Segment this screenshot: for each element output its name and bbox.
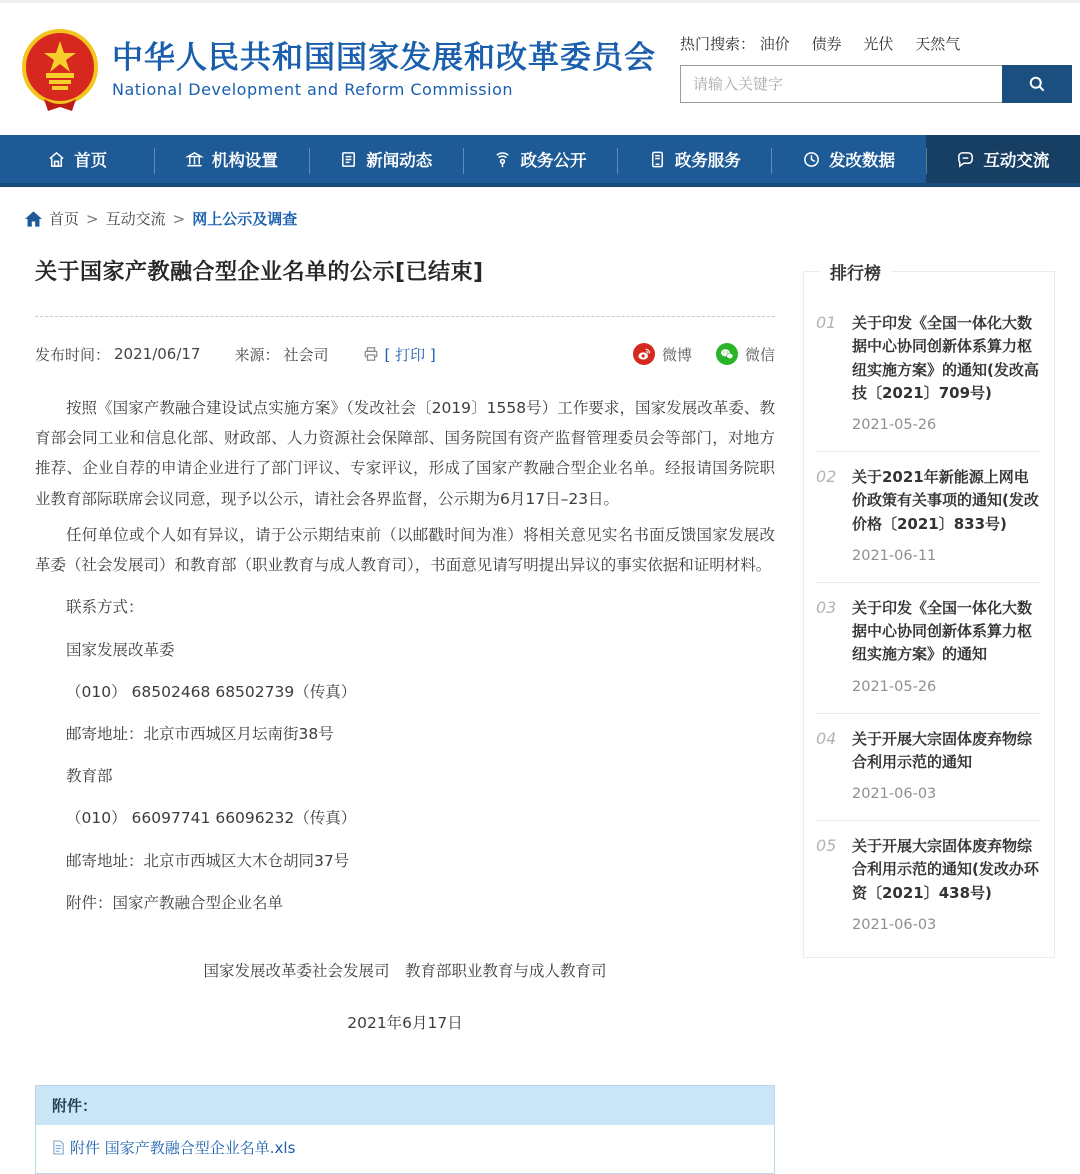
search-box (680, 65, 1072, 103)
document-icon (648, 150, 667, 169)
article-meta (35, 343, 775, 365)
paragraph: 任何单位或个人如有异议，请于公示期结束前（以邮戳时间为准）将相关意见实名书面反馈国家发展改革委（社会发展司）和教育部（职业教育与成人教育司），书面意见请写明提出异议的事实依据和证明材料。 (35, 525, 775, 575)
chat-icon (956, 150, 975, 169)
hot-search-bar (680, 33, 1072, 54)
hot-search-term-oil[interactable]: 油价 (759, 35, 790, 53)
source-value: 社会司 (283, 345, 329, 364)
attachment-file-name: 附件 国家产教融合型企业名单.xls (70, 1138, 296, 1157)
nav-item-label: 机构设置 (211, 151, 278, 170)
share-wechat-button[interactable] (716, 343, 775, 365)
attachment-header: 附件： (36, 1086, 774, 1125)
nav-item-label: 互动交流 (983, 151, 1050, 170)
signature: 国家发展改革委社会发展司 教育部职业教育与成人教育司 (203, 962, 607, 981)
signature-date: 2021年6月17日 (347, 1014, 463, 1033)
rank-number: 02 (816, 467, 837, 486)
printer-icon (363, 346, 379, 362)
search-area (680, 33, 1072, 103)
article-body (35, 393, 775, 1039)
list-item (816, 298, 1040, 451)
ranking-date: 2021-06-03 (852, 786, 937, 802)
ranking-link[interactable]: 关于开展大宗固体废弃物综合利用示范的通知 (852, 729, 1033, 771)
page-title: 关于国家产教融合型企业名单的公示[已结束] (35, 260, 484, 285)
nav-item-institution[interactable] (154, 135, 308, 183)
nav-item-disclosure[interactable] (463, 135, 617, 183)
site-header (0, 3, 1080, 135)
content-wrap (0, 243, 1080, 1174)
rank-number: 05 (816, 836, 837, 855)
nav-item-label: 政务服务 (674, 151, 741, 170)
dashed-divider (35, 316, 775, 317)
ranking-link[interactable]: 关于印发《全国一体化大数据中心协同创新体系算力枢纽实施方案》的通知 (852, 598, 1033, 664)
nav-item-label: 发改数据 (829, 151, 896, 170)
share-group (619, 343, 775, 365)
rank-number: 04 (816, 728, 837, 748)
paragraph: 按照《国家产教融合建设试点实施方案》（发改社会〔2019〕1558号）工作要求，国家发展改革委、教育部会同工业和信息化部、财政部、人力资源社会保障部、国务院国有资产监督管理委员会等部门，对地方推荐、企业自荐的申请企业进行了部门评议、专家评议，形成了国家产教融合型企业名单。经报请国务院职业教育部际联席会议同意，现予以公示，请社会各界监督，公示期为6月17日–23日。 (35, 399, 775, 508)
hot-search-term-bonds[interactable]: 债券 (811, 35, 842, 53)
contact-line: （010） 68502468 68502739（传真） (66, 682, 357, 701)
breadcrumb-separator: > (172, 209, 186, 228)
ranking-title: 排行榜 (820, 259, 891, 284)
print-label: [ 打印 ] (384, 345, 436, 364)
site-title-en: National Development and Reform Commission (112, 79, 513, 99)
contact-line: 联系方式： (66, 598, 144, 617)
attachment-box (35, 1085, 775, 1174)
contact-line: 附件：国家产教融合型企业名单 (66, 893, 284, 912)
home-icon (47, 150, 66, 169)
national-emblem-logo (22, 29, 98, 113)
breadcrumb (0, 187, 1080, 243)
contact-line: 教育部 (66, 767, 113, 786)
institution-icon (185, 150, 204, 169)
broadcast-icon (493, 150, 512, 169)
print-button[interactable] (363, 344, 436, 365)
nav-item-news[interactable] (309, 135, 463, 183)
contact-line: （010） 66097741 66096232（传真） (66, 809, 357, 828)
contact-line: 国家发展改革委 (66, 640, 175, 659)
breadcrumb-separator: > (86, 209, 99, 228)
list-item (816, 713, 1040, 821)
nav-item-label: 新闻动态 (366, 151, 433, 170)
nav-item-label: 政务公开 (520, 151, 587, 170)
search-input[interactable] (680, 65, 1002, 103)
attachment-file-link[interactable] (52, 1137, 295, 1158)
nav-item-data[interactable] (771, 135, 925, 183)
share-weibo-button[interactable] (633, 343, 692, 365)
list-item (816, 451, 1040, 582)
list-item (816, 820, 1040, 951)
publish-time (35, 344, 200, 365)
share-weibo-label: 微博 (661, 345, 692, 364)
source-label: 来源： (234, 345, 280, 364)
contact-line: 邮寄地址：北京市西城区月坛南街38号 (66, 724, 334, 743)
breadcrumb-interaction[interactable]: 互动交流 (105, 210, 166, 228)
ranking-link[interactable]: 关于印发《全国一体化大数据中心协同创新体系算力枢纽实施方案》的通知(发改高技〔2021〕709号) (852, 314, 1039, 402)
weibo-icon (633, 343, 655, 365)
ranking-box (803, 264, 1055, 958)
main-nav (0, 135, 1080, 187)
rank-number: 01 (816, 313, 837, 332)
nav-item-interaction[interactable] (926, 135, 1080, 183)
publish-time-value: 2021/06/17 (114, 345, 201, 363)
wechat-icon (716, 343, 738, 365)
nav-item-services[interactable] (617, 135, 771, 183)
article (35, 243, 775, 1174)
home-icon (25, 211, 42, 227)
source (234, 344, 328, 365)
site-titles (112, 41, 656, 99)
search-icon (1027, 74, 1047, 94)
contact-line: 邮寄地址：北京市西城区大木仓胡同37号 (66, 851, 350, 870)
breadcrumb-home[interactable]: 首页 (49, 210, 80, 228)
ranking-link[interactable]: 关于开展大宗固体废弃物综合利用示范的通知(发改办环资〔2021〕438号) (852, 837, 1039, 902)
hot-search-term-gas[interactable]: 天然气 (915, 35, 961, 53)
sidebar (803, 264, 1055, 958)
search-button[interactable] (1002, 65, 1072, 103)
ranking-link[interactable]: 关于2021年新能源上网电价政策有关事项的通知(发改价格〔2021〕833号) (852, 468, 1039, 533)
ranking-date: 2021-05-26 (852, 678, 937, 695)
breadcrumb-current[interactable]: 网上公示及调查 (192, 210, 298, 228)
hot-search-term-pv[interactable]: 光伏 (863, 35, 894, 53)
file-icon (52, 1140, 65, 1155)
attachment-body (36, 1125, 774, 1173)
clock-icon (802, 150, 821, 169)
rank-number: 03 (816, 597, 837, 617)
ranking-date: 2021-05-26 (852, 417, 937, 433)
nav-item-label: 首页 (74, 151, 108, 170)
share-wechat-label: 微信 (744, 345, 775, 364)
news-icon (339, 150, 358, 169)
publish-time-label: 发布时间： (35, 345, 111, 364)
site-title-zh: 中华人民共和国国家发展和改革委员会 (112, 40, 656, 76)
ranking-date: 2021-06-03 (852, 916, 937, 933)
list-item (816, 582, 1040, 713)
nav-item-home[interactable] (0, 135, 154, 183)
hot-search-label: 热门搜索： (680, 35, 756, 53)
ranking-date: 2021-06-11 (852, 547, 937, 564)
